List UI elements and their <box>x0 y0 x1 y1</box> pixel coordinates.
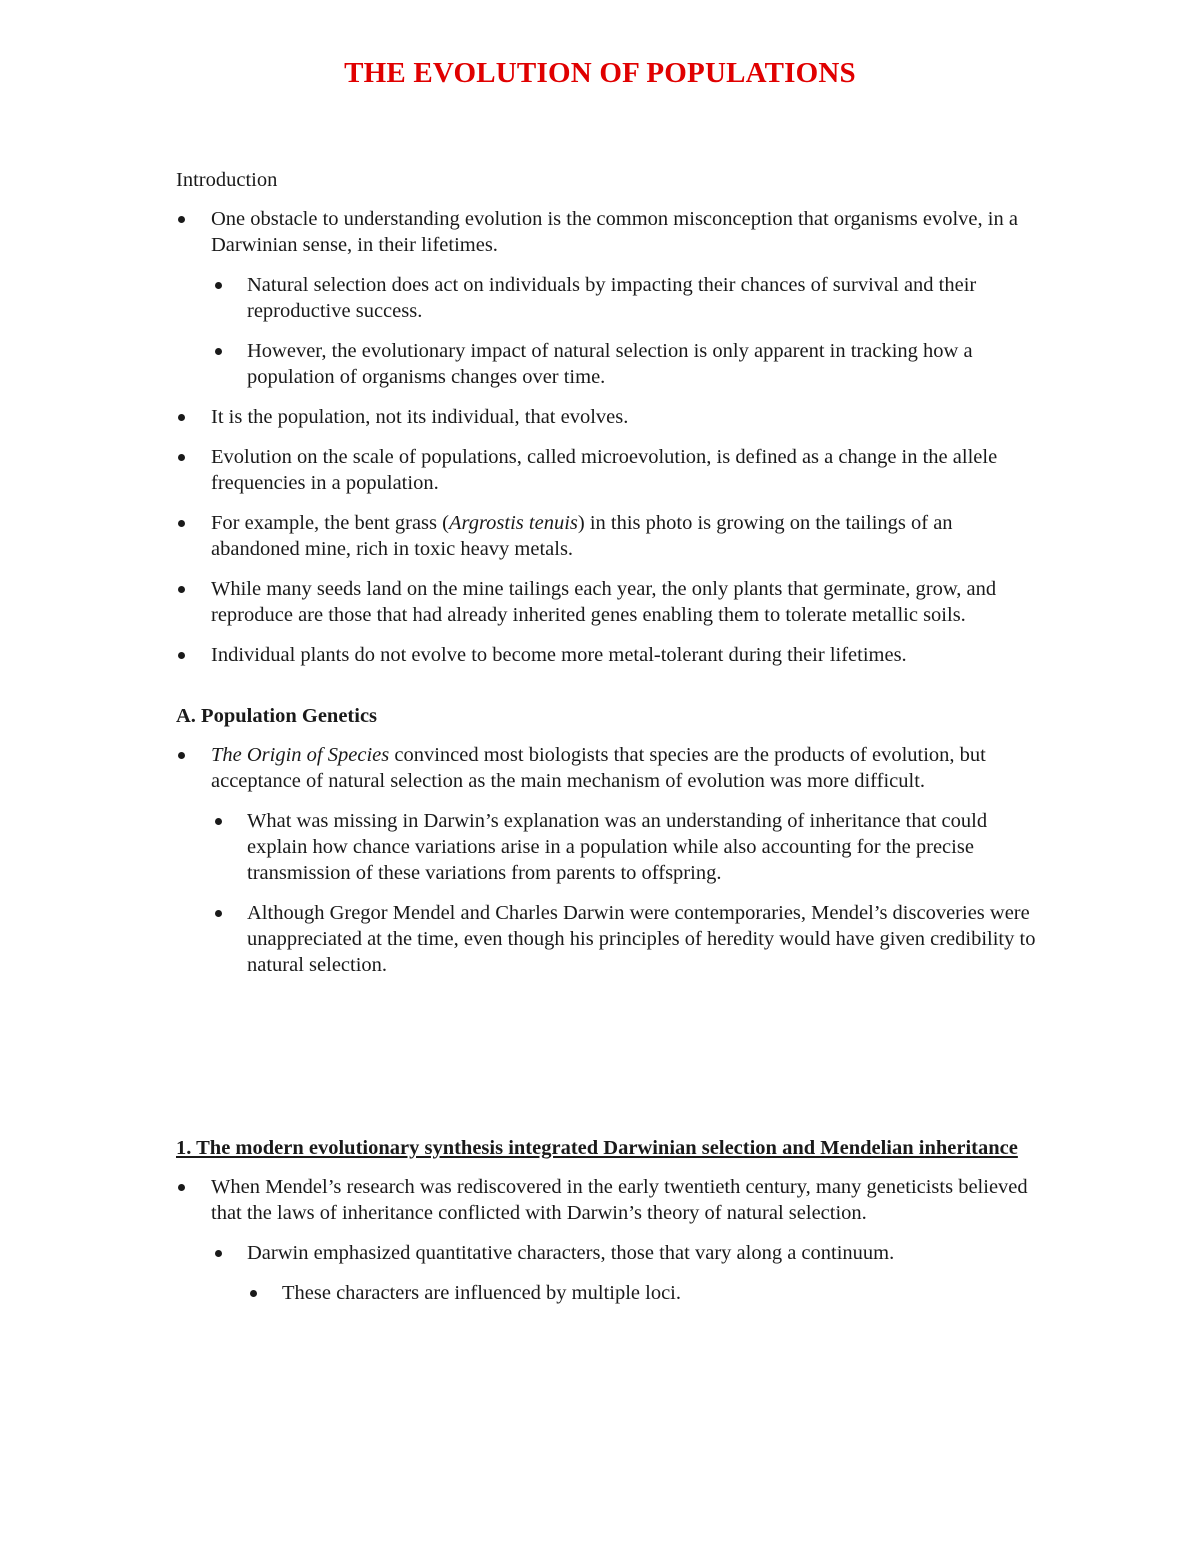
list-item <box>176 510 1036 562</box>
bullet-icon <box>178 216 185 223</box>
section-1-heading: 1. The modern evolutionary synthesis integrated Darwinian selection and Mendelian inheritance <box>176 1137 1018 1159</box>
bullet-icon <box>178 752 185 759</box>
text-run: For example, the bent grass ( <box>211 512 449 534</box>
bullet-icon <box>250 1290 257 1297</box>
list-item <box>176 1240 1036 1266</box>
list-item <box>176 642 1036 668</box>
bullet-icon <box>178 1184 185 1191</box>
bullet-icon <box>178 454 185 461</box>
list-item-text: These characters are influenced by multiple loci. <box>282 1282 681 1304</box>
list-item <box>176 206 1036 258</box>
list-item-text <box>211 512 953 560</box>
list-item-text: Darwin emphasized quantitative characters, those that vary along a continuum. <box>247 1242 895 1264</box>
list-item-text: One obstacle to understanding evolution is the common misconception that organisms evolve, in a Darwinian sense, in their lifetimes. <box>211 208 1018 256</box>
species-name: Argrostis tenuis <box>448 512 578 534</box>
list-item <box>176 576 1036 628</box>
list-item-text: Natural selection does act on individuals by impacting their chances of survival and their reproductive success. <box>247 274 977 322</box>
spacer <box>176 992 1036 1135</box>
list-item <box>176 1174 1036 1226</box>
list-item-text: While many seeds land on the mine tailings each year, the only plants that germinate, grow, and reproduce are those that had already inherited genes enabling them to tolerate metallic soils. <box>211 578 997 626</box>
bullet-icon <box>215 348 222 355</box>
list-item <box>176 338 1036 390</box>
spacer <box>176 682 1036 703</box>
list-item <box>176 808 1036 886</box>
book-title: The Origin of Species <box>211 744 390 766</box>
document-title: THE EVOLUTION OF POPULATIONS <box>344 57 856 89</box>
list-item <box>176 404 1036 430</box>
list-item-text: Although Gregor Mendel and Charles Darwin were contemporaries, Mendel’s discoveries were unappreciated at the time, even though his principles of heredity would have given credibility to natural selection. <box>247 902 1036 976</box>
list-item <box>176 444 1036 496</box>
list-item <box>176 272 1036 324</box>
bullet-icon <box>178 652 185 659</box>
bullet-icon <box>215 282 222 289</box>
bullet-icon <box>178 414 185 421</box>
bullet-icon <box>215 1250 222 1257</box>
bullet-icon <box>215 818 222 825</box>
list-item-text: When Mendel’s research was rediscovered in the early twentieth century, many geneticists believed that the laws of inheritance conflicted with Darwin’s theory of natural selection. <box>211 1176 1028 1224</box>
list-item <box>176 900 1036 978</box>
section-a-heading: A. Population Genetics <box>176 705 378 727</box>
list-item-text <box>211 744 986 792</box>
list-item <box>176 1280 1036 1306</box>
bullet-icon <box>178 520 185 527</box>
list-item-text: Evolution on the scale of populations, called microevolution, is defined as a change in the allele frequencies in a population. <box>211 446 998 494</box>
list-item-text: It is the population, not its individual, that evolves. <box>211 406 629 428</box>
list-item-text: However, the evolutionary impact of natural selection is only apparent in tracking how a population of organisms changes over time. <box>247 340 973 388</box>
bullet-icon <box>215 910 222 917</box>
list-item <box>176 742 1036 794</box>
document-body <box>176 167 1036 1320</box>
bullet-icon <box>178 586 185 593</box>
list-item-text: What was missing in Darwin’s explanation was an understanding of inheritance that could explain how chance variations arise in a population while also accounting for the precise transmission of these variations from parents to offspring. <box>247 810 988 884</box>
list-item-text: Individual plants do not evolve to become more metal-tolerant during their lifetimes. <box>211 644 907 666</box>
text-run: convinced most biologists that species are the products of evolution, but acceptance of natural selection as the main mechanism of evolution was more difficult. <box>211 744 986 792</box>
text-run: ) in this photo is growing on the tailings of an abandoned mine, rich in toxic heavy metals. <box>211 512 953 560</box>
intro-label: Introduction <box>176 169 278 191</box>
